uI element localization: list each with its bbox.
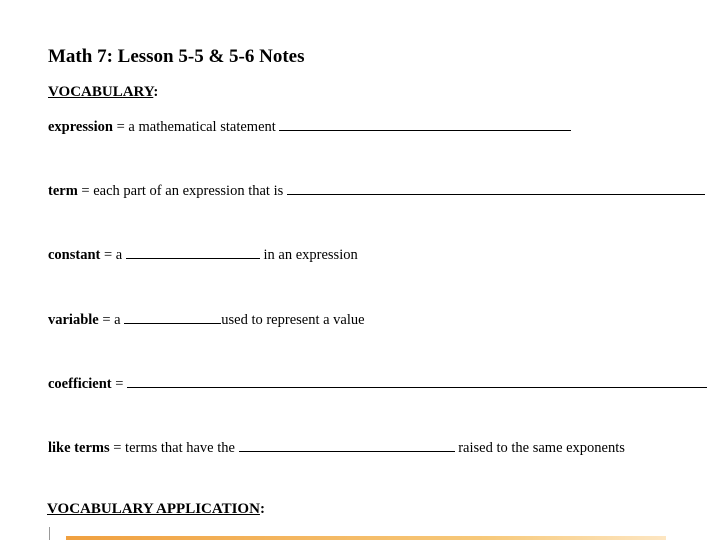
vocab-term-label: variable <box>48 312 99 328</box>
vocab-term <box>48 182 705 200</box>
vocab-definition-end: in an expression <box>259 247 358 263</box>
page-title: Math 7: Lesson 5-5 & 5-6 Notes <box>48 46 305 67</box>
vocab-term-label: coefficient <box>48 376 112 392</box>
answer-blank[interactable] <box>287 182 705 195</box>
vocab-constant <box>48 246 358 264</box>
vocab-term-label: expression <box>48 119 113 135</box>
vocab-definition: = a <box>98 312 125 328</box>
vocab-definition: = a <box>100 247 126 263</box>
answer-blank[interactable] <box>124 311 221 324</box>
vocab-definition: = each part of an expression that is <box>77 183 287 199</box>
vocabulary-application-heading <box>47 501 265 518</box>
vocab-definition-end: raised to the same exponents <box>454 440 625 456</box>
answer-blank[interactable] <box>126 246 260 259</box>
answer-blank[interactable] <box>239 439 455 452</box>
vocabulary-heading <box>48 84 158 101</box>
vocab-definition: = <box>111 376 128 392</box>
page-margin-mark <box>49 527 50 540</box>
vocabulary-heading-text: VOCABULARY <box>48 84 154 100</box>
vocabulary-application-heading-colon: : <box>259 501 265 517</box>
answer-blank[interactable] <box>279 118 571 131</box>
vocab-term-label: constant <box>48 247 101 263</box>
vocab-expression <box>48 118 571 136</box>
vocab-definition: = terms that have the <box>109 440 239 456</box>
vocab-definition: = a mathematical statement <box>113 119 280 135</box>
vocabulary-application-heading-text: VOCABULARY APPLICATION <box>47 501 260 517</box>
vocab-coefficient <box>48 375 707 393</box>
vocab-variable <box>48 311 365 329</box>
vocab-like-terms <box>48 439 625 457</box>
vocab-term-label: like terms <box>48 440 110 456</box>
answer-blank[interactable] <box>127 375 707 388</box>
decorative-orange-bar <box>66 536 666 540</box>
vocab-term-label: term <box>48 183 78 199</box>
vocab-definition-end: used to represent a value <box>221 312 365 328</box>
vocabulary-heading-colon: : <box>153 84 159 100</box>
